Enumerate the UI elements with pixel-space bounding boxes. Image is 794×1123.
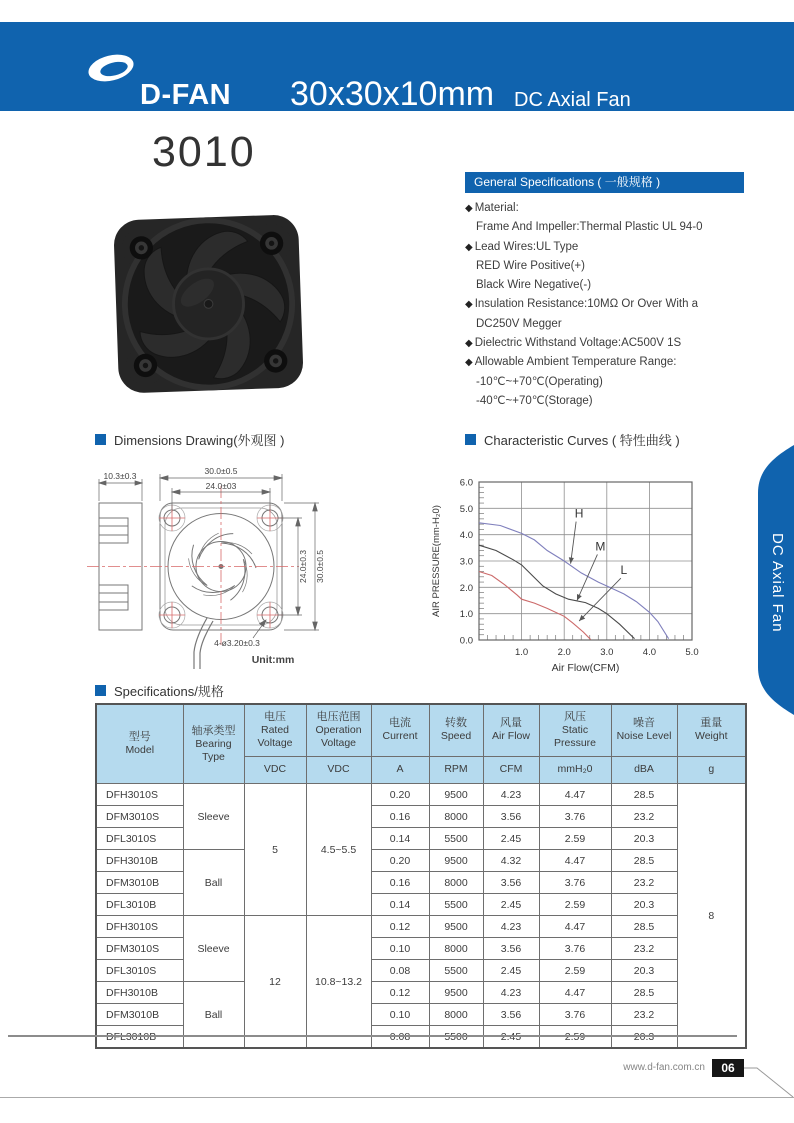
diamond-bullet-icon: ◆ [465, 203, 473, 214]
table-cell: DFM3010S [96, 806, 183, 828]
table-cell: DFH3010S [96, 916, 183, 938]
table-cell: 23.2 [611, 1004, 677, 1026]
table-cell: DFM3010S [96, 938, 183, 960]
general-specs-header: General Specifications ( 一般规格 ) [465, 172, 744, 193]
table-cell: 0.20 [371, 850, 429, 872]
column-header-speed: 转数 Speed [429, 704, 483, 756]
footer-website: www.d-fan.com.cn [623, 1062, 705, 1073]
table-cell: 8000 [429, 1004, 483, 1026]
ytick-label: 0.0 [459, 635, 473, 647]
diamond-bullet-icon: ◆ [465, 338, 473, 350]
unit-header-weight: g [677, 756, 746, 783]
brand-logo-icon [86, 51, 136, 85]
dimensions-section-title [95, 430, 284, 449]
unit-header-rated: VDC [244, 756, 306, 783]
table-cell: 23.2 [611, 806, 677, 828]
unit-header-pressure: mmH₂0 [539, 756, 611, 783]
xtick-label: 4.0 [642, 647, 657, 658]
table-row [96, 982, 746, 1004]
operation-voltage-cell: 4.5~5.5 [306, 784, 371, 916]
spec-table-section-title [95, 681, 224, 700]
table-cell: 3.76 [539, 806, 611, 828]
product-photo-fan [100, 196, 315, 408]
spec-item: ◆ Insulation Resistance:10MΩ Or Over With a [465, 298, 699, 311]
bearing-group-cell: Ball [183, 982, 244, 1049]
table-cell: DFH3010B [96, 982, 183, 1004]
table-cell: 3.56 [483, 1004, 539, 1026]
column-header-pressure: 风压 Static Pressure [539, 704, 611, 756]
ytick-label: 4.0 [459, 530, 473, 542]
table-cell: 3.76 [539, 872, 611, 894]
table-cell: 4.23 [483, 982, 539, 1004]
bearing-group-cell: Sleeve [183, 784, 244, 850]
table-row [96, 850, 746, 872]
table-cell: 3.56 [483, 938, 539, 960]
diamond-bullet-icon: ◆ [465, 357, 473, 369]
unit-header-speed: RPM [429, 756, 483, 783]
table-cell: 2.45 [483, 894, 539, 916]
ytick-label: 1.0 [459, 609, 473, 621]
product-type-title: DC Axial Fan [514, 89, 631, 111]
curves-section-label: Characteristic Curves ( 特性曲线 ) [484, 433, 680, 448]
spec-item: RED Wire Positive(+) [476, 259, 585, 272]
table-cell: 0.10 [371, 1004, 429, 1026]
table-cell: DFH3010S [96, 784, 183, 806]
rated-voltage-cell: 12 [244, 916, 306, 1049]
table-cell: 3.76 [539, 1004, 611, 1026]
table-cell: DFM3010B [96, 1004, 183, 1026]
y-axis-label: AIR PRESSURE(mm-H₂0) [431, 505, 442, 617]
table-cell: DFH3010B [96, 850, 183, 872]
table-cell: 4.47 [539, 916, 611, 938]
x-axis-label: Air Flow(CFM) [551, 662, 620, 674]
table-cell: 2.59 [539, 894, 611, 916]
dimensions-section-label: Dimensions Drawing(外观图 ) [114, 433, 285, 448]
column-header-airflow: 风量 Air Flow [483, 704, 539, 756]
table-cell: 20.3 [611, 960, 677, 982]
table-cell: 5500 [429, 828, 483, 850]
table-cell: 2.45 [483, 960, 539, 982]
table-cell: 5500 [429, 894, 483, 916]
characteristic-curves-chart [425, 463, 710, 681]
spec-item: DC250V Megger [476, 317, 562, 330]
unit-header-airflow: CFM [483, 756, 539, 783]
curve-M [479, 545, 635, 639]
dim-hole-pitch-h: 24.0±03 [205, 481, 237, 491]
dim-outer-height: 30.0±0.5 [315, 549, 325, 584]
table-cell: 0.08 [371, 960, 429, 982]
bearing-group-cell: Ball [183, 850, 244, 916]
spec-item: Frame And Impeller:Thermal Plastic UL 94-0 [476, 221, 703, 234]
table-cell: 3.76 [539, 938, 611, 960]
table-cell: 20.3 [611, 828, 677, 850]
column-header-rated: 电压 Rated Voltage [244, 704, 306, 756]
page-bottom-line [0, 1097, 794, 1098]
diamond-bullet-icon: ◆ [465, 241, 473, 253]
table-cell: 5500 [429, 960, 483, 982]
header-bar [0, 22, 794, 111]
table-cell: 4.23 [483, 916, 539, 938]
table-cell: 4.32 [483, 850, 539, 872]
table-cell: 0.12 [371, 916, 429, 938]
section-marker-icon [465, 434, 476, 445]
table-cell: 8000 [429, 872, 483, 894]
table-cell: 3.56 [483, 872, 539, 894]
table-cell: 0.16 [371, 806, 429, 828]
spec-item: Black Wire Negative(-) [476, 279, 592, 292]
general-specs-list [465, 199, 765, 411]
table-cell: 23.2 [611, 938, 677, 960]
dim-holes: 4-ø3.20±0.3 [214, 638, 260, 648]
spec-item: ◆ Lead Wires:UL Type [465, 240, 579, 253]
weight-cell: 8 [677, 784, 746, 1049]
table-row [96, 784, 746, 806]
operation-voltage-cell: 10.8~13.2 [306, 916, 371, 1049]
table-cell: 4.47 [539, 784, 611, 806]
xtick-label: 2.0 [557, 647, 571, 658]
table-cell: 0.14 [371, 828, 429, 850]
spec-item: ◆ Material: [465, 202, 519, 214]
model-number-title: 3010 [152, 128, 256, 176]
table-cell: 0.10 [371, 938, 429, 960]
table-cell: DFL3010S [96, 960, 183, 982]
dim-hole-pitch-v: 24.0±0.3 [298, 549, 308, 584]
diamond-bullet-icon: ◆ [465, 299, 473, 311]
side-tab-label: DC Axial Fan [769, 532, 786, 633]
table-row [96, 916, 746, 938]
xtick-label: 3.0 [600, 647, 614, 658]
table-cell: DFL3010B [96, 894, 183, 916]
footer-connector-line [744, 1060, 794, 1100]
dimensions-drawing [85, 452, 415, 677]
section-marker-icon [95, 434, 106, 445]
table-cell: 2.45 [483, 828, 539, 850]
spec-item: -40℃~+70℃(Storage) [476, 394, 593, 407]
rated-voltage-cell: 5 [244, 784, 306, 916]
table-cell: 8000 [429, 938, 483, 960]
ytick-label: 3.0 [459, 556, 473, 568]
xtick-label: 1.0 [514, 647, 529, 658]
table-cell: 9500 [429, 784, 483, 806]
column-header-model: 型号 Model [96, 704, 183, 784]
spec-item: -10℃~+70℃(Operating) [476, 375, 603, 388]
column-header-noise: 噪音 Noise Level [611, 704, 677, 756]
table-cell: 0.12 [371, 982, 429, 1004]
column-header-operation: 电压范围 Operation Voltage [306, 704, 371, 756]
curve-label-M: M [595, 539, 606, 554]
xtick-label: 5.0 [685, 647, 699, 658]
leader-line [571, 522, 577, 564]
dim-outer-width: 30.0±0.5 [204, 466, 238, 476]
table-cell: 0.14 [371, 894, 429, 916]
unit-header-operation: VDC [306, 756, 371, 783]
column-header-current: 电流 Current [371, 704, 429, 756]
spec-item: ◆ Dielectric Withstand Voltage:AC500V 1S [465, 337, 682, 350]
footer-divider [8, 1035, 737, 1037]
table-cell: 4.23 [483, 784, 539, 806]
column-header-bearing: 轴承类型 Bearing Type [183, 704, 244, 784]
table-cell: 9500 [429, 982, 483, 1004]
table-cell: 20.3 [611, 894, 677, 916]
ytick-label: 5.0 [459, 503, 473, 515]
dim-unit: Unit:mm [251, 654, 295, 666]
curve-label-H: H [574, 506, 584, 521]
table-cell: 0.16 [371, 872, 429, 894]
table-cell: 28.5 [611, 784, 677, 806]
table-cell: 8000 [429, 806, 483, 828]
table-cell: 9500 [429, 850, 483, 872]
table-cell: 28.5 [611, 916, 677, 938]
table-cell: DFM3010B [96, 872, 183, 894]
specifications-table [95, 703, 747, 1049]
ytick-label: 6.0 [459, 477, 473, 489]
spec-item: ◆ Allowable Ambient Temperature Range: [465, 356, 677, 369]
unit-header-noise: dBA [611, 756, 677, 783]
page-number-badge: 06 [712, 1059, 744, 1077]
section-marker-icon [95, 685, 106, 696]
table-cell: 4.47 [539, 850, 611, 872]
table-cell: DFL3010S [96, 828, 183, 850]
table-cell: 3.56 [483, 806, 539, 828]
table-cell: 23.2 [611, 872, 677, 894]
curves-section-title [465, 430, 680, 449]
table-cell: 9500 [429, 916, 483, 938]
table-cell: 28.5 [611, 850, 677, 872]
table-cell: 2.59 [539, 828, 611, 850]
column-header-weight: 重量 Weight [677, 704, 746, 756]
spec-table-section-label: Specifications/规格 [114, 684, 224, 699]
bearing-group-cell: Sleeve [183, 916, 244, 982]
curve-L [479, 572, 591, 640]
table-cell: 28.5 [611, 982, 677, 1004]
dim-side-width: 10.3±0.3 [103, 471, 137, 481]
table-cell: 0.20 [371, 784, 429, 806]
ytick-label: 2.0 [459, 582, 473, 594]
table-cell: 2.59 [539, 960, 611, 982]
product-size-title: 30x30x10mm [290, 75, 495, 113]
leader-line [579, 578, 621, 621]
curve-label-L: L [620, 563, 628, 578]
unit-header-current: A [371, 756, 429, 783]
leader-arrow-icon [569, 557, 574, 563]
brand-name: D-FAN [140, 79, 232, 111]
table-cell: 4.47 [539, 982, 611, 1004]
